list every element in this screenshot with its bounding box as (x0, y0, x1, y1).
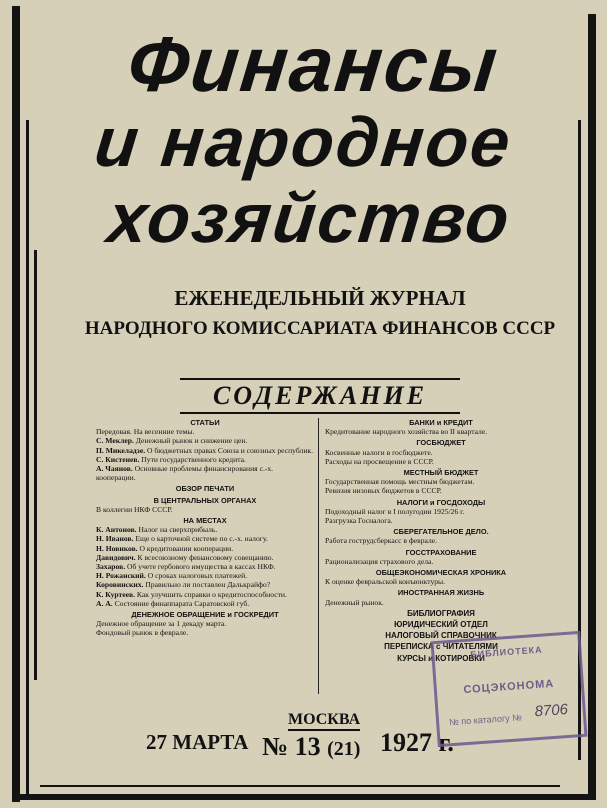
section-heading: ИНОСТРАННАЯ ЖИЗНЬ (397, 588, 485, 598)
article-entry: Передовая. На весенние темы. (96, 427, 195, 437)
article-author: Захаров. (96, 562, 126, 572)
issue-year: 1927 г. (380, 728, 454, 757)
article-title: Денежный рынок и снижение цен. (135, 436, 248, 446)
frame-bar-left-inner2 (34, 250, 37, 680)
article-entry (96, 446, 314, 455)
section-heading: НА МЕСТАХ (183, 516, 227, 526)
section-heading: ОБЗОР ПЕЧАТИ (175, 484, 235, 494)
article-entry: Ревизия низовых бюджетов в СССР. (325, 486, 442, 496)
article-title: Налог на сверхприбыль. (138, 525, 218, 535)
section-heading: ПЕРЕПИСКА с ЧИТАТЕЛЯМИ (384, 642, 498, 652)
masthead-line-1: Финансы (123, 20, 504, 108)
stamp-number: 8706 (534, 700, 569, 721)
section-heading: СБЕРЕГАТЕЛЬНОЕ ДЕЛО. (393, 527, 489, 537)
article-entry (96, 534, 314, 543)
article-author: К. Куртеев. (96, 589, 136, 599)
article-title: О кредитовании кооперации. (139, 543, 234, 553)
article-entry (96, 525, 314, 534)
section-heading: В ЦЕНТРАЛЬНЫХ ОРГАНАХ (153, 495, 257, 505)
article-entry: Рационализация страхового дела. (325, 556, 434, 566)
article-entry: Фондовый рынок в феврале. (96, 628, 189, 638)
article-title: Еще о карточной системе по с.-х. налогу. (135, 534, 268, 544)
article-entry: Расходы на просвещение в СССР. (325, 456, 434, 466)
column-divider (318, 418, 319, 694)
section-heading: ГОСБЮДЖЕТ (416, 438, 466, 448)
masthead-line-3: хозяйство (104, 179, 515, 257)
section-heading: ЮРИДИЧЕСКИЙ ОТДЕЛ (394, 620, 488, 630)
article-title: О бюджетных правах Союза и союзных республик. (147, 445, 313, 455)
article-title: К всесоюзному финансовому совещанию. (137, 552, 274, 562)
article-entry (96, 553, 314, 562)
stamp-line-3: № по каталогу № (448, 712, 523, 728)
subtitle-line-1: ЕЖЕНЕДЕЛЬНЫЙ ЖУРНАЛ (174, 286, 466, 310)
subtitle-line-2: НАРОДНОГО КОМИССАРИАТА ФИНАНСОВ СССР (84, 318, 556, 339)
frame-bar-bottom-thin (40, 785, 560, 787)
section-heading: БИБЛИОГРАФИЯ (407, 608, 475, 618)
article-entry: Косвенные налоги в госбюджете. (325, 447, 433, 457)
article-entry (96, 571, 314, 580)
article-entry (96, 599, 314, 608)
article-author: С. Кистенев. (96, 454, 140, 464)
issue-number-total: (21) (327, 738, 361, 760)
article-title: Пути государственного кредита. (141, 454, 246, 464)
publication-city: МОСКВА (288, 711, 360, 731)
library-stamp (430, 631, 587, 747)
section-heading: ДЕНЕЖНОЕ ОБРАЩЕНИЕ и ГОСКРЕДИТ (131, 610, 279, 620)
article-title: Как улучшить справки о кредитоспособности. (136, 589, 287, 599)
article-entry: Работа гострудсберкасс в феврале. (325, 536, 438, 546)
section-heading: ГОССТРАХОВАНИЕ (405, 547, 477, 557)
article-entry (96, 590, 314, 599)
stamp-line-2: СОЦЭКОНОМА (463, 677, 555, 697)
section-heading: МЕСТНЫЙ БЮДЖЕТ (403, 468, 479, 478)
issue-number-value: № 13 (262, 732, 321, 761)
article-entry: Денежное обращение за 1 декаду марта. (96, 619, 227, 629)
article-entry (96, 464, 314, 482)
section-heading: СТАТЬИ (190, 418, 220, 427)
article-entry: Денежный рынок. (325, 597, 384, 607)
article-title: Правильно ли поставлен Далькрайфо? (145, 580, 271, 590)
article-entry: Подоходный налог в I полугодии 1925/26 г. (325, 506, 465, 516)
article-entry: К оценке февральской конъюнктуры. (325, 577, 446, 587)
issue-number (262, 732, 360, 762)
article-title: Состояние финаппарата Саратовской губ. (114, 598, 250, 608)
article-entry (96, 436, 314, 445)
section-heading: НАЛОГОВЫЙ СПРАВОЧНИК (385, 631, 497, 641)
article-entry: Разгрузка Госналога. (325, 516, 393, 526)
article-entry: Государственная помощь местным бюджетам. (325, 477, 475, 487)
contents-title: СОДЕРЖАНИЕ (180, 378, 460, 414)
article-author: Н. Новиков. (96, 543, 138, 553)
stamp-line-1: БИБЛИОТЕКА (469, 644, 543, 660)
article-author: П. Микеладзе. (96, 445, 146, 455)
article-entry (96, 455, 314, 464)
section-heading: КУРСЫ и КОТИРОВКИ (397, 653, 485, 663)
article-author: Н. Рожанский. (96, 571, 146, 581)
article-author: Коровинских. (96, 580, 144, 590)
section-heading: БАНКИ и КРЕДИТ (409, 418, 473, 427)
article-title: Основные проблемы финансирования с.-х. кооперации. (96, 464, 274, 483)
article-entry (96, 544, 314, 553)
section-heading: НАЛОГИ и ГОСДОХОДЫ (396, 497, 486, 507)
article-author: А. А. (96, 598, 113, 608)
contents-right-column (325, 416, 557, 663)
article-author: А. Чаянов. (96, 464, 133, 474)
article-author: Н. Иванов. (96, 534, 134, 544)
article-title: Об учете гербового имущества в кассах НКФ. (127, 562, 276, 572)
article-entry (96, 580, 314, 589)
contents-left-column (96, 416, 314, 638)
issue-date: 27 МАРТА (146, 730, 249, 754)
article-author: С. Меклер. (96, 436, 134, 446)
article-author: К. Антонов. (96, 525, 137, 535)
article-entry: Кредитование народного хозяйства во II квартале. (325, 427, 488, 437)
article-entry (96, 562, 314, 571)
masthead-line-2: и народное (91, 103, 516, 181)
section-heading: ОБЩЕЭКОНОМИЧЕСКАЯ ХРОНИКА (375, 568, 507, 578)
article-title: О сроках налоговых платежей. (147, 571, 248, 581)
article-entry: В коллегии НКФ СССР. (96, 504, 173, 514)
frame-bar-bottom (12, 794, 596, 800)
article-author: Давидович. (96, 552, 136, 562)
